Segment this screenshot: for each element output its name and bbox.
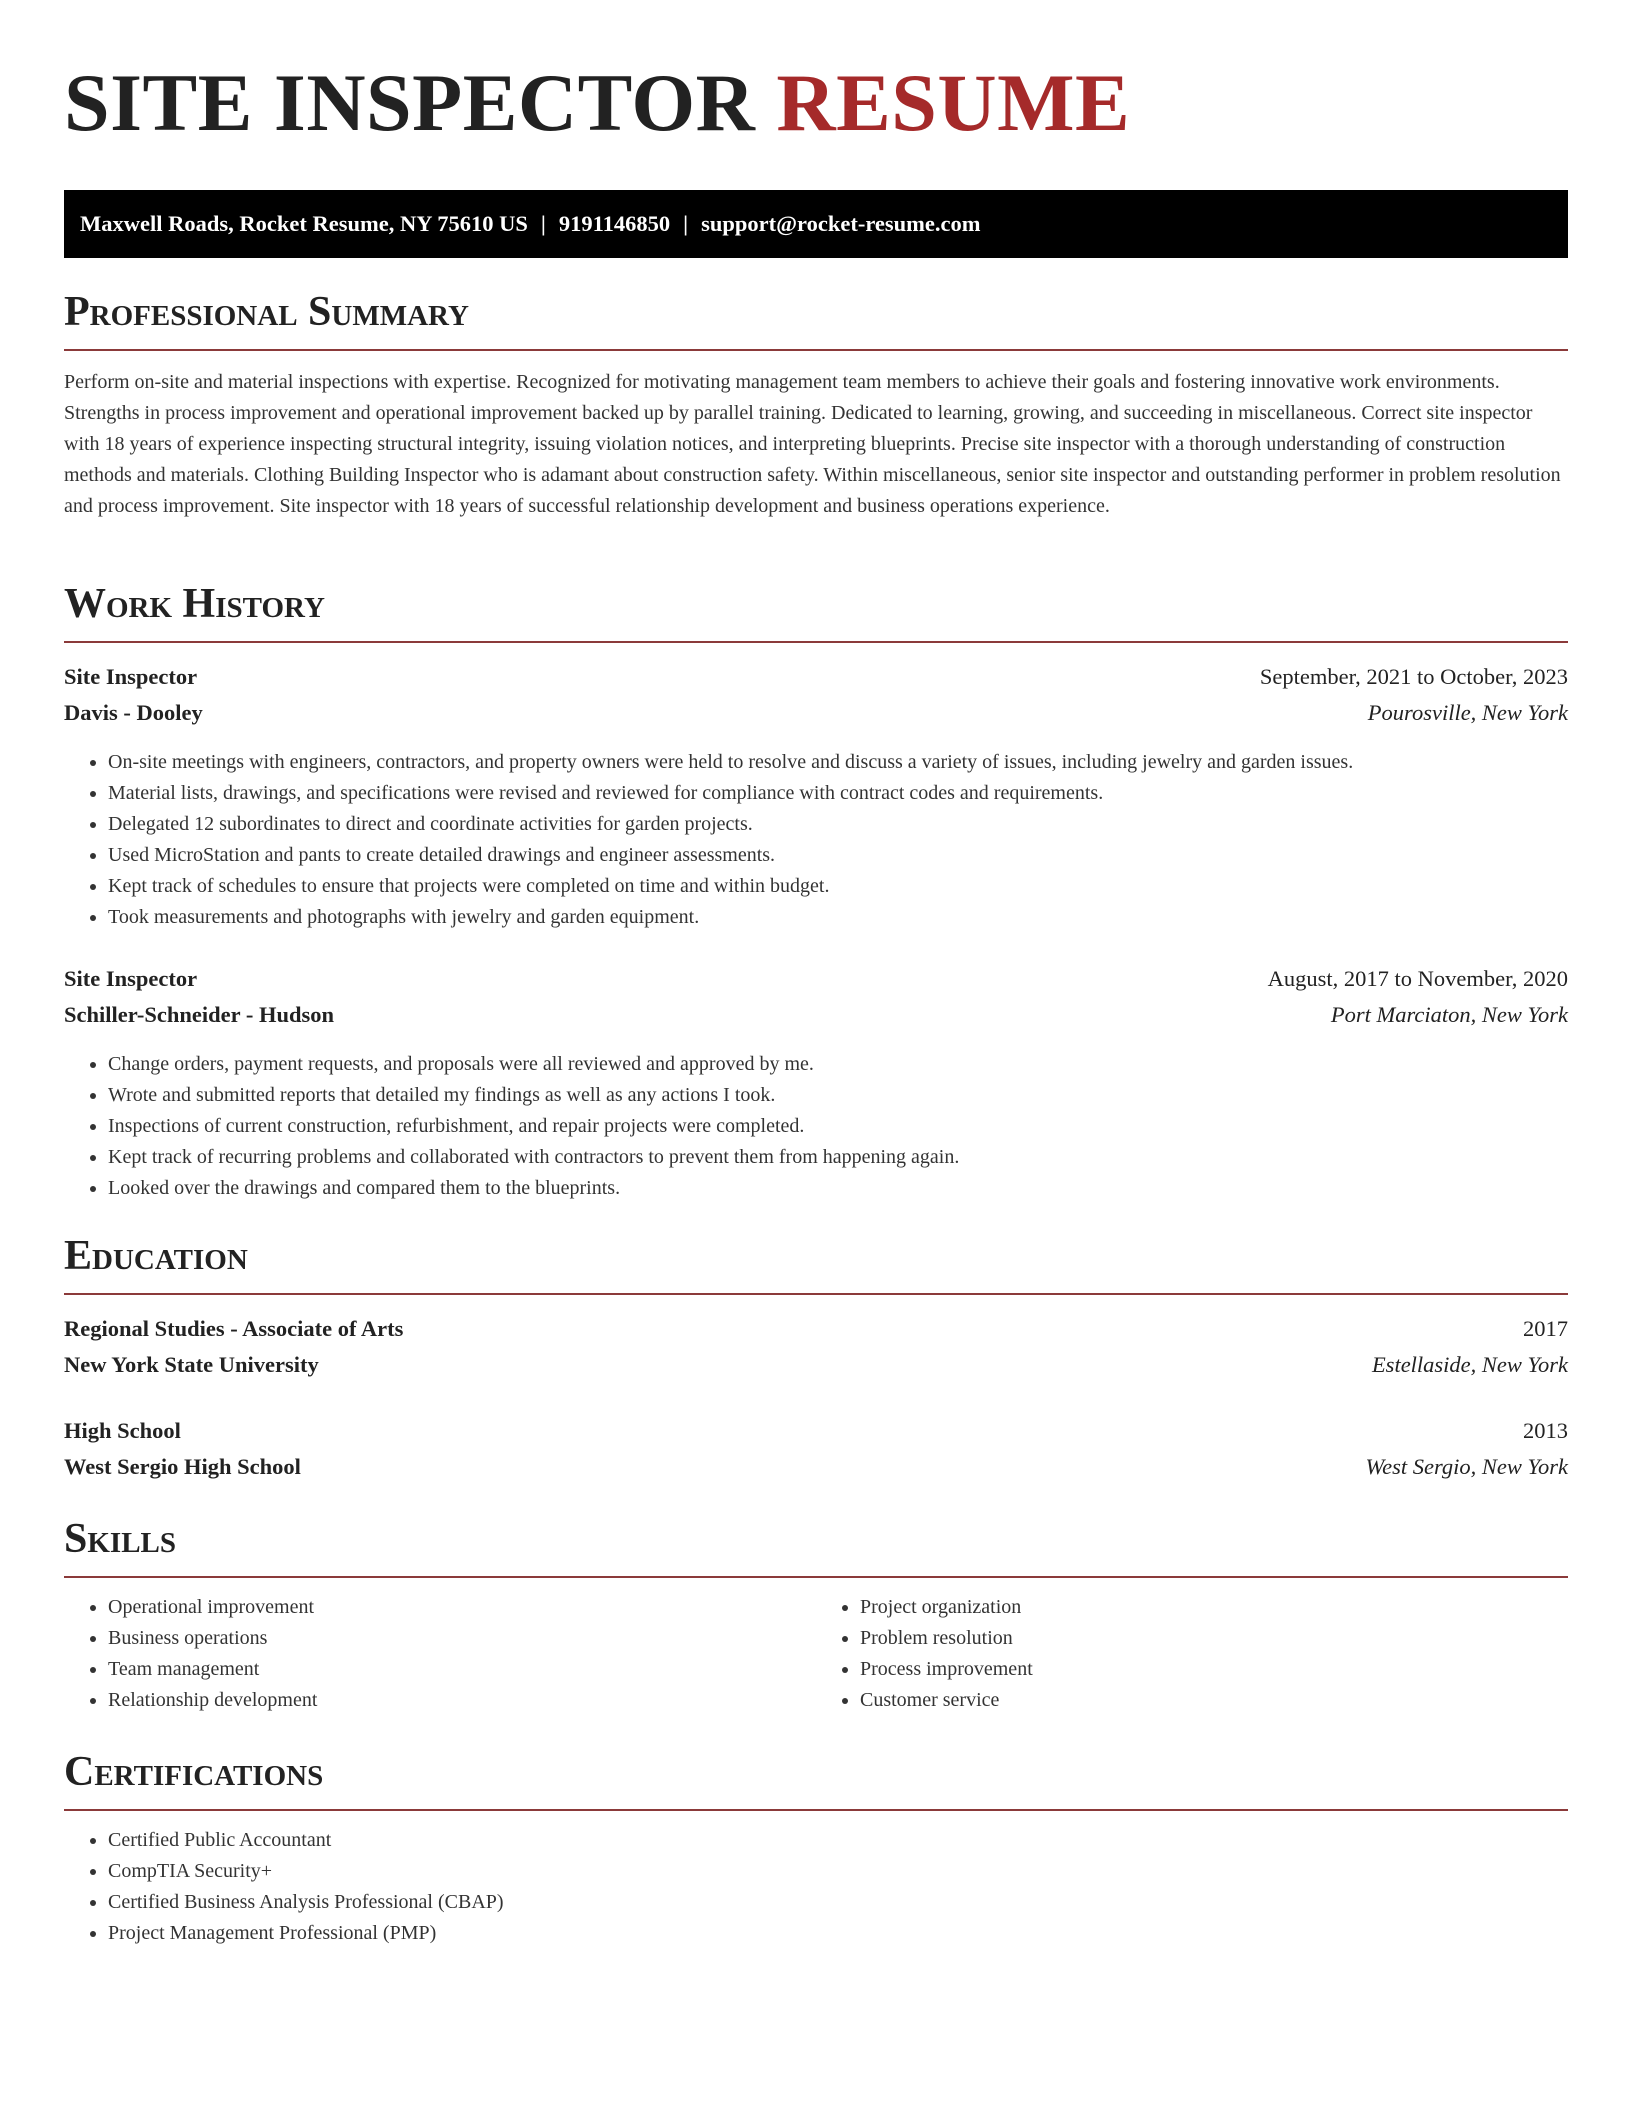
contact-phone: 9191146850	[558, 211, 671, 236]
summary-text: Perform on-site and material inspections with expertise. Recognized for motivating management team members to achieve their goals and fostering innovative work environments. Strengths in process improvement and operational improvement backed up by parallel training. Dedicated to learning, growing, and succeeding in miscellaneous. Correct site inspector with 18 years of experience inspecting structural integrity, issuing violation notices, and interpreting blueprints. Precise site inspector with a thorough understanding of construction methods and materials. Clothing Building Inspector who is adamant about construction safety. Within miscellaneous, senior site inspector and outstanding performer in problem resolution and process improvement. Site inspector with 18 years of successful relationship development and business operations experience.	[64, 371, 1561, 517]
section-title-summary: Professional Summary	[64, 289, 469, 335]
education-section	[64, 1232, 1568, 1485]
work-history-section	[64, 580, 1568, 1204]
job-title: Site Inspector	[64, 966, 198, 991]
contact-email: support@rocket-resume.com	[701, 211, 981, 236]
list-item: • Team management	[108, 1654, 816, 1685]
education-header	[64, 1413, 1568, 1449]
list-item: • Project organization	[860, 1592, 1568, 1623]
education-school-row	[64, 1449, 1568, 1485]
list-item: • Kept track of recurring problems and collaborated with contractors to prevent them from happening again.	[108, 1142, 1568, 1173]
contact-separator: |	[540, 211, 546, 236]
list-item: • Used MicroStation and pants to create detailed drawings and engineer assessments.	[108, 840, 1568, 871]
list-item: • Business operations	[108, 1623, 816, 1654]
education-location: Estellaside, New York	[1371, 1352, 1568, 1377]
education-year: 2017	[1523, 1316, 1568, 1341]
list-item: • Certified Public Accountant	[108, 1825, 1568, 1856]
job-dates: September, 2021 to October, 2023	[1259, 664, 1568, 689]
education-degree: Regional Studies - Associate of Arts	[64, 1316, 404, 1341]
job-entry	[64, 961, 1568, 1204]
list-item: • Process improvement	[860, 1654, 1568, 1685]
list-item: • Relationship development	[108, 1685, 816, 1716]
title-accent: RESUME	[776, 57, 1131, 148]
certifications-list	[64, 1825, 1568, 1949]
list-item: • Customer service	[860, 1685, 1568, 1716]
job-location: Pourosville, New York	[1367, 700, 1568, 725]
job-entry	[64, 659, 1568, 933]
skills-grid	[64, 1592, 1568, 1716]
job-company: Schiller-Schneider - Hudson	[64, 1002, 335, 1027]
education-school-row	[64, 1347, 1568, 1383]
list-item: • Inspections of current construction, refurbishment, and repair projects were completed.	[108, 1111, 1568, 1142]
list-item: • Delegated 12 subordinates to direct and coordinate activities for garden projects.	[108, 809, 1568, 840]
job-dates: August, 2017 to November, 2020	[1267, 966, 1568, 991]
section-title-certifications: Certifications	[64, 1749, 324, 1795]
contact-address: Maxwell Roads, Rocket Resume, NY 75610 US	[80, 211, 528, 236]
section-divider	[64, 1809, 1568, 1811]
skills-section	[64, 1515, 1568, 1716]
section-title-education: Education	[64, 1233, 248, 1279]
education-school: West Sergio High School	[64, 1454, 301, 1479]
education-entry	[64, 1413, 1568, 1485]
list-item: • Wrote and submitted reports that detailed my findings as well as any actions I took.	[108, 1080, 1568, 1111]
section-divider	[64, 1293, 1568, 1295]
job-location: Port Marciaton, New York	[1330, 1002, 1568, 1027]
section-title-work-history: Work History	[64, 581, 325, 627]
skills-list-right	[816, 1592, 1568, 1716]
contact-separator: |	[683, 211, 689, 236]
education-year: 2013	[1523, 1418, 1568, 1443]
title-main: SITE INSPECTOR	[64, 57, 756, 148]
education-location: West Sergio, New York	[1365, 1454, 1568, 1479]
section-title-skills: Skills	[64, 1516, 177, 1562]
list-item: • CompTIA Security+	[108, 1856, 1568, 1887]
education-header	[64, 1311, 1568, 1347]
section-divider	[64, 641, 1568, 643]
contact-bar	[64, 190, 1568, 258]
job-header	[64, 961, 1568, 997]
education-entry	[64, 1311, 1568, 1383]
skills-list-left	[64, 1592, 816, 1716]
section-divider	[64, 349, 1568, 351]
job-header	[64, 659, 1568, 695]
job-title: Site Inspector	[64, 664, 198, 689]
list-item: • Operational improvement	[108, 1592, 816, 1623]
resume-title	[64, 57, 1568, 148]
section-divider	[64, 1576, 1568, 1578]
list-item: • Certified Business Analysis Professional (CBAP)	[108, 1887, 1568, 1918]
certifications-section	[64, 1748, 1568, 1949]
job-company-row	[64, 997, 1568, 1033]
education-degree: High School	[64, 1418, 181, 1443]
job-bullets	[64, 1049, 1568, 1204]
list-item: • Took measurements and photographs with jewelry and garden equipment.	[108, 902, 1568, 933]
job-company: Davis - Dooley	[64, 700, 203, 725]
list-item: • Kept track of schedules to ensure that projects were completed on time and within budget.	[108, 871, 1568, 902]
list-item: • Material lists, drawings, and specifications were revised and reviewed for compliance with contract codes and requirements.	[108, 778, 1568, 809]
job-company-row	[64, 695, 1568, 731]
list-item: • Project Management Professional (PMP)	[108, 1918, 1568, 1949]
summary-section	[64, 288, 1568, 522]
job-bullets	[64, 747, 1568, 933]
list-item: • Problem resolution	[860, 1623, 1568, 1654]
list-item: • On-site meetings with engineers, contractors, and property owners were held to resolve and discuss a variety of issues, including jewelry and garden issues.	[108, 747, 1568, 778]
education-school: New York State University	[64, 1352, 319, 1377]
list-item: • Change orders, payment requests, and proposals were all reviewed and approved by me.	[108, 1049, 1568, 1080]
list-item: • Looked over the drawings and compared them to the blueprints.	[108, 1173, 1568, 1204]
